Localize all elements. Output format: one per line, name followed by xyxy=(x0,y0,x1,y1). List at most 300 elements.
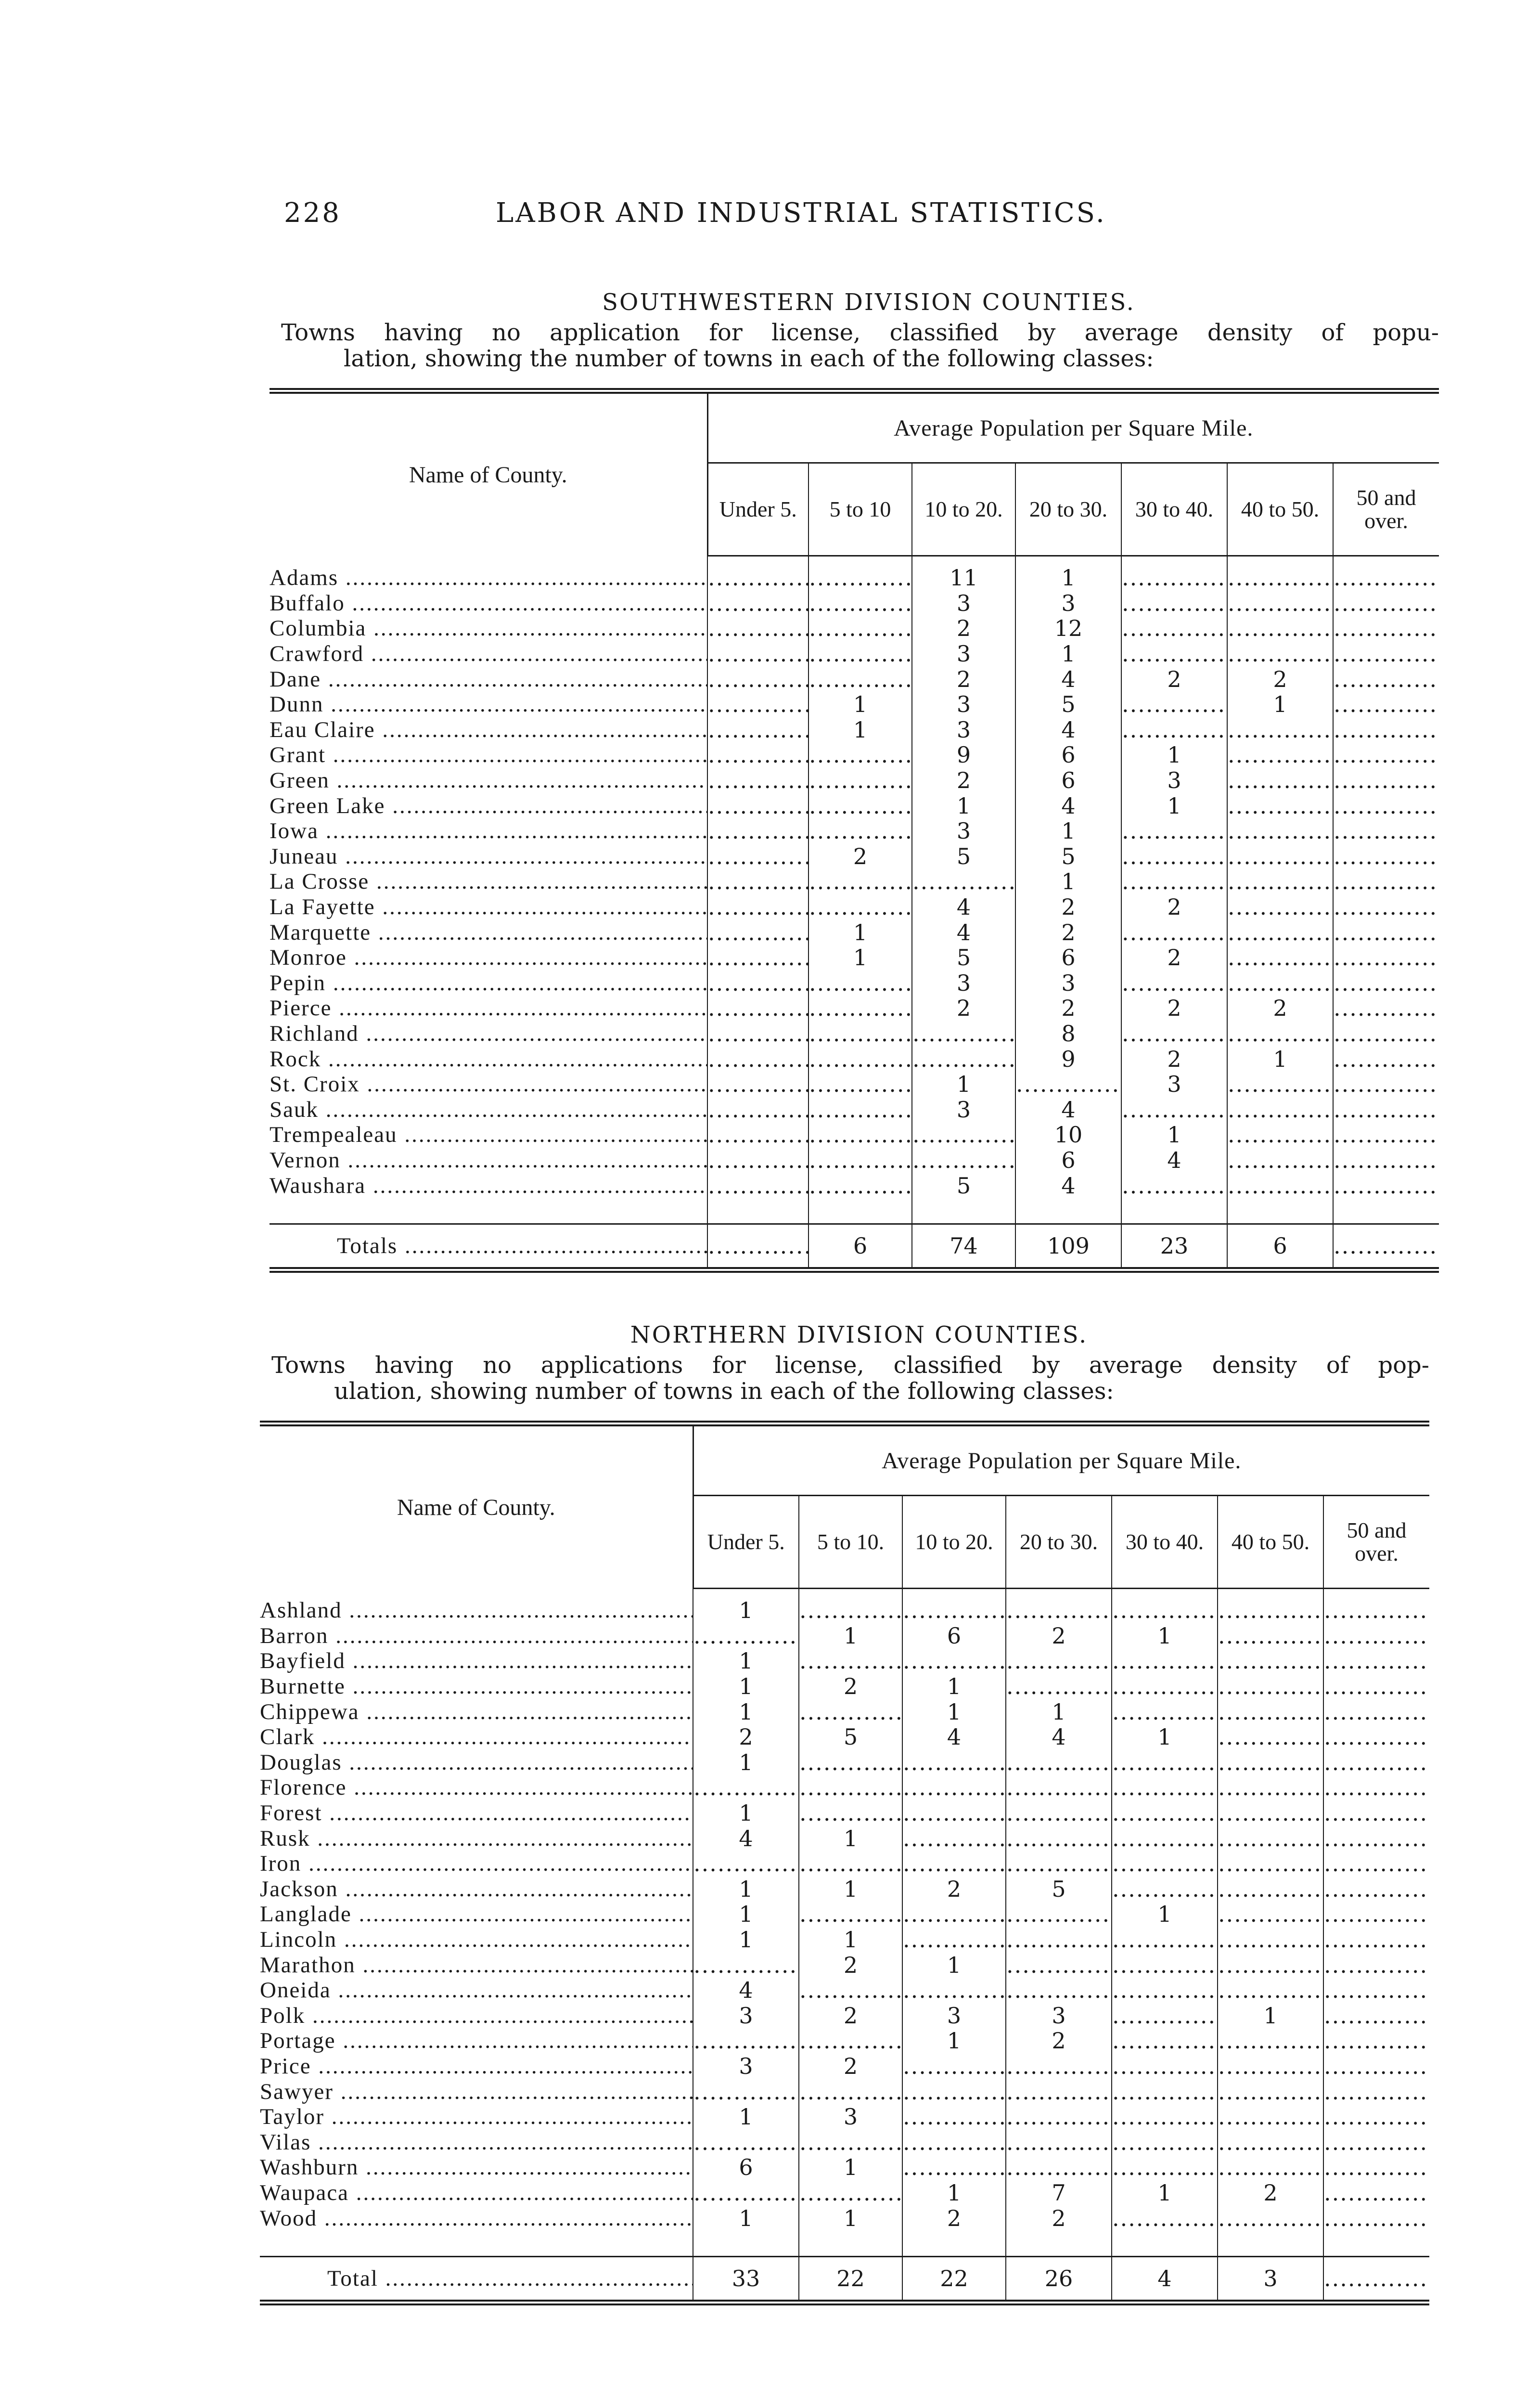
county-name: Florence ..... xyxy=(260,1775,693,1800)
spacer-cell xyxy=(902,2231,1006,2257)
count-cell xyxy=(1121,591,1227,616)
county-name: Sawyer ..... xyxy=(260,2079,693,2104)
table-row xyxy=(270,1173,1439,1198)
count-cell xyxy=(1323,2180,1429,2206)
count-cell: 2 xyxy=(1015,894,1121,920)
density-column-header: 40 to 50. xyxy=(1218,1496,1323,1589)
count-cell xyxy=(1227,971,1333,996)
count-cell: 3 xyxy=(799,2104,902,2130)
count-cell xyxy=(1323,1674,1429,1699)
county-name: Rusk ..... xyxy=(260,1825,693,1851)
count-cell xyxy=(693,2180,799,2206)
count-cell: 1 xyxy=(902,1952,1006,1978)
count-cell: 4 xyxy=(912,919,1015,945)
count-cell: 2 xyxy=(1121,996,1227,1021)
county-name: Marathon ..... xyxy=(260,1952,693,1978)
county-name: Richland ..... xyxy=(270,1021,707,1047)
caption-line: Towns having no applications for license, classified by average density of pop- xyxy=(271,1352,1429,1379)
count-cell xyxy=(1323,1952,1429,1978)
county-name: Langlade ..... xyxy=(260,1902,693,1927)
count-cell: 1 xyxy=(902,2028,1006,2054)
table-row xyxy=(270,742,1439,768)
count-cell xyxy=(693,2129,799,2155)
count-cell: 1 xyxy=(693,1589,799,1623)
count-cell: 5 xyxy=(912,1173,1015,1198)
count-cell xyxy=(799,1648,902,1674)
spacer-cell xyxy=(1006,2231,1112,2257)
county-name: Polk ..... xyxy=(260,2003,693,2029)
count-cell: 4 xyxy=(1121,1148,1227,1173)
count-cell: 1 xyxy=(1015,869,1121,894)
count-cell: 3 xyxy=(1121,768,1227,793)
table-row xyxy=(270,666,1439,692)
count-cell xyxy=(808,1173,912,1198)
table-row xyxy=(270,894,1439,920)
count-cell xyxy=(808,1046,912,1072)
count-cell xyxy=(707,1021,808,1047)
density-column-header: 10 to 20. xyxy=(902,1496,1006,1589)
density-group-header: Average Population per Square Mile. xyxy=(693,1423,1429,1496)
count-cell xyxy=(808,666,912,692)
count-cell: 5 xyxy=(799,1724,902,1750)
spacer-cell xyxy=(1323,2231,1429,2257)
count-cell xyxy=(1006,1648,1112,1674)
count-cell: 4 xyxy=(1006,1724,1112,1750)
count-cell xyxy=(1112,2205,1218,2231)
county-name: Portage ..... xyxy=(260,2028,693,2054)
spacer-cell xyxy=(1333,1198,1439,1224)
count-cell xyxy=(1227,919,1333,945)
county-name: St. Croix ..... xyxy=(270,1072,707,1097)
count-cell xyxy=(808,641,912,667)
count-cell xyxy=(1006,2054,1112,2079)
county-name: Columbia ..... xyxy=(270,616,707,641)
count-cell xyxy=(693,1952,799,1978)
northern-table xyxy=(260,1421,1429,2305)
count-cell xyxy=(1333,556,1439,591)
total-cell xyxy=(1323,2257,1429,2303)
count-cell: 4 xyxy=(693,1978,799,2003)
count-cell xyxy=(1323,1978,1429,2003)
count-cell xyxy=(1323,1699,1429,1724)
count-cell: 1 xyxy=(1112,1902,1218,1927)
count-cell xyxy=(808,742,912,768)
count-cell xyxy=(1218,1775,1323,1800)
count-cell xyxy=(707,692,808,717)
count-cell: 5 xyxy=(912,844,1015,869)
page-number: 228 xyxy=(284,197,341,229)
count-cell: 1 xyxy=(1218,2003,1323,2029)
table-row xyxy=(260,1825,1429,1851)
count-cell xyxy=(1218,1876,1323,1902)
count-cell xyxy=(808,591,912,616)
count-cell: 1 xyxy=(902,1674,1006,1699)
total-cell xyxy=(707,1224,808,1270)
count-cell: 3 xyxy=(912,717,1015,743)
count-cell: 3 xyxy=(902,2003,1006,2029)
count-cell: 3 xyxy=(693,2003,799,2029)
count-cell xyxy=(1333,768,1439,793)
count-cell: 1 xyxy=(1121,742,1227,768)
table-row xyxy=(270,641,1439,667)
count-cell: 2 xyxy=(1015,996,1121,1021)
total-cell: 109 xyxy=(1015,1224,1121,1270)
table-row xyxy=(270,768,1439,793)
table-row xyxy=(260,1952,1429,1978)
count-cell xyxy=(902,2079,1006,2104)
count-cell xyxy=(1323,1724,1429,1750)
county-name: Vilas ..... xyxy=(260,2129,693,2155)
count-cell xyxy=(1333,1072,1439,1097)
count-cell xyxy=(707,844,808,869)
count-cell: 6 xyxy=(1015,742,1121,768)
count-cell: 4 xyxy=(693,1825,799,1851)
count-cell xyxy=(912,1021,1015,1047)
count-cell xyxy=(902,1927,1006,1953)
county-name: Adams ..... xyxy=(270,556,707,591)
count-cell xyxy=(1227,945,1333,971)
count-cell xyxy=(1227,717,1333,743)
total-cell: 6 xyxy=(1227,1224,1333,1270)
count-cell: 2 xyxy=(902,1876,1006,1902)
count-cell xyxy=(1333,616,1439,641)
count-cell: 5 xyxy=(912,945,1015,971)
count-cell xyxy=(1218,1927,1323,1953)
count-cell xyxy=(1227,818,1333,844)
count-cell: 1 xyxy=(1121,793,1227,818)
spacer-cell xyxy=(1227,1198,1333,1224)
total-cell: 3 xyxy=(1218,2257,1323,2303)
density-column-header: 50 and over. xyxy=(1323,1496,1429,1589)
count-cell: 3 xyxy=(912,971,1015,996)
count-cell xyxy=(1333,742,1439,768)
count-cell: 1 xyxy=(912,1072,1015,1097)
count-cell: 2 xyxy=(1227,996,1333,1021)
count-cell: 4 xyxy=(1015,1097,1121,1122)
southwestern-table xyxy=(270,388,1439,1273)
count-cell xyxy=(1227,1072,1333,1097)
count-cell xyxy=(707,971,808,996)
total-cell: 26 xyxy=(1006,2257,1112,2303)
spacer-cell xyxy=(799,2231,902,2257)
count-cell xyxy=(808,996,912,1021)
table-row xyxy=(270,1122,1439,1148)
count-cell xyxy=(1006,2104,1112,2130)
count-cell xyxy=(1006,2155,1112,2180)
count-cell xyxy=(902,1978,1006,2003)
count-cell: 6 xyxy=(902,1623,1006,1649)
count-cell: 1 xyxy=(799,1927,902,1953)
county-name: La Fayette ..... xyxy=(270,894,707,920)
count-cell xyxy=(1121,616,1227,641)
count-cell xyxy=(1323,2054,1429,2079)
count-cell xyxy=(1227,556,1333,591)
count-cell xyxy=(707,641,808,667)
count-cell xyxy=(1227,793,1333,818)
running-title: LABOR AND INDUSTRIAL STATISTICS. xyxy=(496,197,1106,229)
count-cell xyxy=(1006,1851,1112,1876)
count-cell xyxy=(1218,2205,1323,2231)
count-cell: 1 xyxy=(799,1876,902,1902)
count-cell xyxy=(799,1775,902,1800)
count-cell: 1 xyxy=(1112,1724,1218,1750)
count-cell: 1 xyxy=(902,2180,1006,2206)
table-row xyxy=(270,692,1439,717)
northern-caption xyxy=(260,1352,1429,1404)
total-cell: 4 xyxy=(1112,2257,1218,2303)
total-cell: 33 xyxy=(693,2257,799,2303)
count-cell xyxy=(799,2180,902,2206)
caption-line: ulation, showing number of towns in each of the following classes: xyxy=(334,1378,1114,1405)
count-cell xyxy=(1006,1927,1112,1953)
count-cell xyxy=(808,1097,912,1122)
count-cell: 1 xyxy=(693,1674,799,1699)
count-cell: 2 xyxy=(808,844,912,869)
count-cell: 1 xyxy=(808,919,912,945)
northern-section xyxy=(260,1321,1429,2305)
count-cell xyxy=(1323,1902,1429,1927)
count-cell: 4 xyxy=(1015,1173,1121,1198)
table-row xyxy=(260,1800,1429,1826)
count-cell xyxy=(912,1122,1015,1148)
table-row xyxy=(270,591,1439,616)
count-cell xyxy=(1333,1148,1439,1173)
count-cell xyxy=(707,1072,808,1097)
density-column-header: 30 to 40. xyxy=(1121,463,1227,556)
table-row xyxy=(270,945,1439,971)
count-cell xyxy=(1333,666,1439,692)
count-cell: 3 xyxy=(912,591,1015,616)
count-cell xyxy=(808,869,912,894)
count-cell xyxy=(1218,1952,1323,1978)
count-cell xyxy=(1323,2079,1429,2104)
count-cell: 4 xyxy=(1015,666,1121,692)
count-cell xyxy=(1227,1148,1333,1173)
count-cell: 1 xyxy=(902,1699,1006,1724)
spacer-cell xyxy=(808,1198,912,1224)
county-name: Rock ..... xyxy=(270,1046,707,1072)
county-name: Waushara ..... xyxy=(270,1173,707,1198)
count-cell xyxy=(1333,1122,1439,1148)
count-cell xyxy=(707,591,808,616)
total-cell: 23 xyxy=(1121,1224,1227,1270)
count-cell xyxy=(808,1072,912,1097)
count-cell xyxy=(707,666,808,692)
count-cell: 1 xyxy=(808,717,912,743)
total-cell: 22 xyxy=(799,2257,902,2303)
count-cell: 5 xyxy=(1006,1876,1112,1902)
count-cell xyxy=(1227,591,1333,616)
count-cell: 6 xyxy=(1015,1148,1121,1173)
table-row xyxy=(260,1902,1429,1927)
count-cell xyxy=(799,2129,902,2155)
count-cell xyxy=(1006,1674,1112,1699)
count-cell: 1 xyxy=(693,1750,799,1775)
county-column-header: Name of County. xyxy=(260,1423,693,1589)
county-name: Iowa ..... xyxy=(270,818,707,844)
count-cell: 2 xyxy=(799,1674,902,1699)
count-cell xyxy=(707,996,808,1021)
count-cell xyxy=(1333,919,1439,945)
count-cell: 1 xyxy=(693,1648,799,1674)
total-cell: 6 xyxy=(808,1224,912,1270)
spacer-cell xyxy=(1121,1198,1227,1224)
table-row xyxy=(260,1876,1429,1902)
southwestern-title: SOUTHWESTERN DIVISION COUNTIES. xyxy=(602,289,1135,316)
count-cell xyxy=(707,1122,808,1148)
spacer-cell xyxy=(270,1198,707,1224)
count-cell xyxy=(902,1648,1006,1674)
count-cell: 1 xyxy=(693,1699,799,1724)
count-cell xyxy=(902,1851,1006,1876)
count-cell xyxy=(707,717,808,743)
count-cell xyxy=(1218,1674,1323,1699)
count-cell xyxy=(902,1775,1006,1800)
count-cell xyxy=(1121,844,1227,869)
county-name: Burnette ..... xyxy=(260,1674,693,1699)
spacer-cell xyxy=(707,1198,808,1224)
count-cell xyxy=(808,894,912,920)
count-cell xyxy=(707,793,808,818)
count-cell xyxy=(1333,1046,1439,1072)
count-cell: 1 xyxy=(693,1902,799,1927)
county-name: Waupaca ..... xyxy=(260,2180,693,2206)
table-row xyxy=(270,996,1439,1021)
count-cell xyxy=(1218,2054,1323,2079)
count-cell xyxy=(1112,1978,1218,2003)
spacer-row xyxy=(260,2231,1429,2257)
spacer-cell xyxy=(912,1198,1015,1224)
count-cell xyxy=(1112,1648,1218,1674)
count-cell xyxy=(1121,1097,1227,1122)
count-cell xyxy=(1333,996,1439,1021)
count-cell xyxy=(1112,1800,1218,1826)
count-cell xyxy=(902,2054,1006,2079)
southwestern-section xyxy=(270,289,1439,1273)
count-cell xyxy=(1112,1851,1218,1876)
county-name: Dunn ..... xyxy=(270,692,707,717)
count-cell xyxy=(707,894,808,920)
count-cell: 2 xyxy=(799,1952,902,1978)
table-row xyxy=(260,2079,1429,2104)
county-name: Washburn ..... xyxy=(260,2155,693,2180)
table-row xyxy=(270,971,1439,996)
table-row xyxy=(270,717,1439,743)
county-name: Pierce ..... xyxy=(270,996,707,1021)
count-cell: 2 xyxy=(1006,2205,1112,2231)
count-cell: 1 xyxy=(799,1623,902,1649)
count-cell xyxy=(912,1046,1015,1072)
table-row xyxy=(270,818,1439,844)
count-cell xyxy=(1006,1952,1112,1978)
count-cell xyxy=(1323,1876,1429,1902)
count-cell: 3 xyxy=(912,692,1015,717)
count-cell xyxy=(693,1851,799,1876)
table-row xyxy=(260,1648,1429,1674)
county-name: Ashland ..... xyxy=(260,1589,693,1623)
spacer-cell xyxy=(1015,1198,1121,1224)
count-cell xyxy=(693,1775,799,1800)
count-cell xyxy=(1121,818,1227,844)
county-name: Vernon ..... xyxy=(270,1148,707,1173)
table-row xyxy=(260,2003,1429,2029)
count-cell xyxy=(1112,1952,1218,1978)
southwestern-caption xyxy=(270,320,1439,372)
count-cell xyxy=(799,1800,902,1826)
table-row xyxy=(260,2180,1429,2206)
count-cell xyxy=(1227,1097,1333,1122)
density-column-header: 50 and over. xyxy=(1333,463,1439,556)
spacer-row xyxy=(270,1198,1439,1224)
count-cell xyxy=(902,2155,1006,2180)
count-cell xyxy=(1333,717,1439,743)
totals-label: Totals ..... xyxy=(270,1224,707,1270)
count-cell: 12 xyxy=(1015,616,1121,641)
count-cell xyxy=(808,971,912,996)
count-cell: 2 xyxy=(799,2054,902,2079)
total-cell: 22 xyxy=(902,2257,1006,2303)
density-column-header: Under 5. xyxy=(693,1496,799,1589)
count-cell xyxy=(1227,844,1333,869)
count-cell xyxy=(1006,2079,1112,2104)
count-cell: 4 xyxy=(912,894,1015,920)
count-cell xyxy=(1121,641,1227,667)
count-cell xyxy=(912,869,1015,894)
count-cell xyxy=(808,616,912,641)
count-cell xyxy=(1323,1825,1429,1851)
county-name: Pepin ..... xyxy=(270,971,707,996)
count-cell xyxy=(1218,1978,1323,2003)
count-cell: 4 xyxy=(1015,717,1121,743)
count-cell xyxy=(707,742,808,768)
spacer-cell xyxy=(1218,2231,1323,2257)
table-row xyxy=(260,2028,1429,2054)
count-cell xyxy=(902,1902,1006,1927)
count-cell xyxy=(1227,742,1333,768)
count-cell: 1 xyxy=(1227,1046,1333,1072)
count-cell xyxy=(1227,869,1333,894)
count-cell: 2 xyxy=(799,2003,902,2029)
table-row xyxy=(260,2054,1429,2079)
county-name: Bayfield ..... xyxy=(260,1648,693,1674)
table-row xyxy=(270,1021,1439,1047)
count-cell xyxy=(1218,2028,1323,2054)
count-cell xyxy=(707,1097,808,1122)
count-cell: 1 xyxy=(693,2205,799,2231)
density-column-header: 5 to 10 xyxy=(808,463,912,556)
count-cell xyxy=(808,1148,912,1173)
count-cell xyxy=(1218,1648,1323,1674)
count-cell: 4 xyxy=(1015,793,1121,818)
table-row xyxy=(260,1674,1429,1699)
density-column-header: 30 to 40. xyxy=(1112,1496,1218,1589)
count-cell: 1 xyxy=(912,793,1015,818)
county-name: Lincoln ..... xyxy=(260,1927,693,1953)
count-cell xyxy=(902,1800,1006,1826)
count-cell: 1 xyxy=(808,945,912,971)
county-name: La Crosse ..... xyxy=(270,869,707,894)
count-cell xyxy=(1323,2104,1429,2130)
count-cell xyxy=(808,556,912,591)
count-cell xyxy=(1218,2155,1323,2180)
count-cell xyxy=(1323,1775,1429,1800)
count-cell xyxy=(1323,2205,1429,2231)
count-cell xyxy=(1323,1589,1429,1623)
count-cell: 9 xyxy=(912,742,1015,768)
count-cell xyxy=(1015,1072,1121,1097)
count-cell xyxy=(1218,1589,1323,1623)
count-cell xyxy=(693,2079,799,2104)
